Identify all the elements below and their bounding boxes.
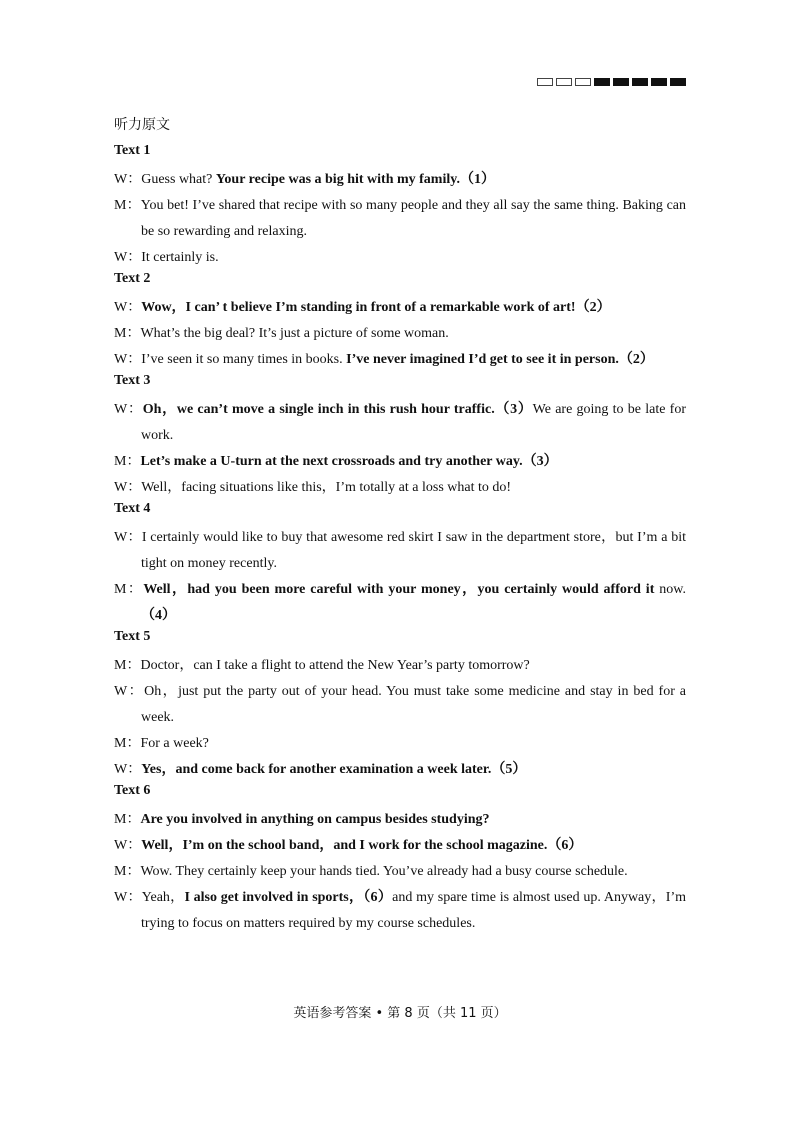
text-label: Text 2 [114,271,151,286]
filled-square-mark [632,78,648,86]
dialogue-line [114,679,686,731]
dialogue-text: Oh，just put the party out of your head. You must take some medicine and stay in bed for a week. [141,684,687,725]
dialogue-line [114,245,686,271]
dialogue-text: Wow. They certainly keep your hands tied. You’ve already had a busy course schedule. [140,864,628,879]
speaker-label: W： [114,480,142,495]
answer-highlight: （4） [141,608,176,623]
answer-highlight: I’ve never imagined I’d get to see it in person.（2） [346,352,654,367]
text-label: Text 5 [114,629,151,644]
speaker-label: W： [114,890,142,905]
answer-highlight: I also get involved in sports，（6） [184,890,393,905]
speaker-label: W： [114,300,142,315]
texts-container [114,143,686,937]
speaker-label: W： [114,762,142,777]
header-marks [537,78,686,86]
dialogue-text: Guess what? [141,172,216,187]
dialogue-line [114,525,686,577]
answer-highlight: Yes，and come back for another examination a week later.（5） [141,762,527,777]
empty-square-mark [575,78,591,86]
speaker-label: W： [114,838,142,853]
dialogue-line [114,577,686,629]
empty-square-mark [556,78,572,86]
dialogue-line [114,347,686,373]
dialogue-line [114,757,686,783]
speaker-label: M： [114,198,141,213]
answer-highlight: Let’s make a U-turn at the next crossroads and try another way.（3） [140,454,558,469]
answer-highlight: Are you involved in anything on campus besides studying? [140,812,490,827]
empty-square-mark [537,78,553,86]
dialogue-text: now. [654,582,687,597]
answer-highlight: Oh，we can’t move a single inch in this rush hour traffic.（3） [142,402,533,417]
dialogue-line [114,653,686,679]
dialogue-text: Yeah， [141,890,185,905]
dialogue-line [114,475,686,501]
speaker-label: W： [114,352,142,367]
dialogue-text: What’s the big deal? It’s just a picture of some woman. [140,326,449,341]
speaker-label: M： [114,454,141,469]
text-label: Text 1 [114,143,151,158]
speaker-label: W： [114,684,145,699]
speaker-label: M： [114,582,144,597]
dialogue-line [114,449,686,475]
dialogue-line [114,397,686,449]
speaker-label: M： [114,812,141,827]
dialogue-text: You bet! I’ve shared that recipe with so many people and they all say the same thing. Baking can be so rewarding and relaxing. [140,198,686,239]
speaker-label: M： [114,326,141,341]
dialogue-text: I’ve seen it so many times in books. [141,352,347,367]
text-label: Text 6 [114,783,151,798]
dialogue-line [114,295,686,321]
speaker-label: M： [114,658,141,673]
filled-square-mark [670,78,686,86]
section-title: 听力原文 [114,117,170,133]
transcript-content [114,114,686,937]
speaker-label: W： [114,402,143,417]
dialogue-text: and my spare time is almost used up. Anyway，I’m trying to focus on matters required by my course schedules. [141,890,687,931]
filled-square-mark [651,78,667,86]
dialogue-line [114,167,686,193]
filled-square-mark [613,78,629,86]
dialogue-line [114,859,686,885]
dialogue-text: It certainly is. [141,250,219,265]
speaker-label: M： [114,864,141,879]
speaker-label: W： [114,250,142,265]
speaker-label: M： [114,736,141,751]
answer-highlight: Well，had you been more careful with your money，you certainly would afford it [143,582,655,597]
filled-square-mark [594,78,610,86]
answer-highlight: Your recipe was a big hit with my family.（1） [215,172,495,187]
dialogue-text: Doctor，can I take a flight to attend the New Year’s party tomorrow? [140,658,530,673]
dialogue-line [114,807,686,833]
text-label: Text 3 [114,373,151,388]
speaker-label: W： [114,530,142,545]
answer-highlight: Well，I’m on the school band，and I work for the school magazine.（6） [141,838,583,853]
dialogue-line [114,321,686,347]
dialogue-text: For a week? [140,736,209,751]
speaker-label: W： [114,172,142,187]
dialogue-line [114,885,686,937]
dialogue-line [114,193,686,245]
dialogue-text: We are going to be late for work. [141,402,687,443]
dialogue-text: Well，facing situations like this，I’m totally at a loss what to do! [141,480,512,495]
dialogue-line [114,731,686,757]
dialogue-line [114,833,686,859]
text-label: Text 4 [114,501,151,516]
answer-highlight: Wow，I can’ t believe I’m standing in front of a remarkable work of art!（2） [141,300,611,315]
page-footer: 英语参考答案 • 第 8 页（共 11 页） [293,1006,507,1021]
dialogue-text: I certainly would like to buy that awesome red skirt I saw in the department store，but I’m a bit tight on money recently. [141,530,686,571]
